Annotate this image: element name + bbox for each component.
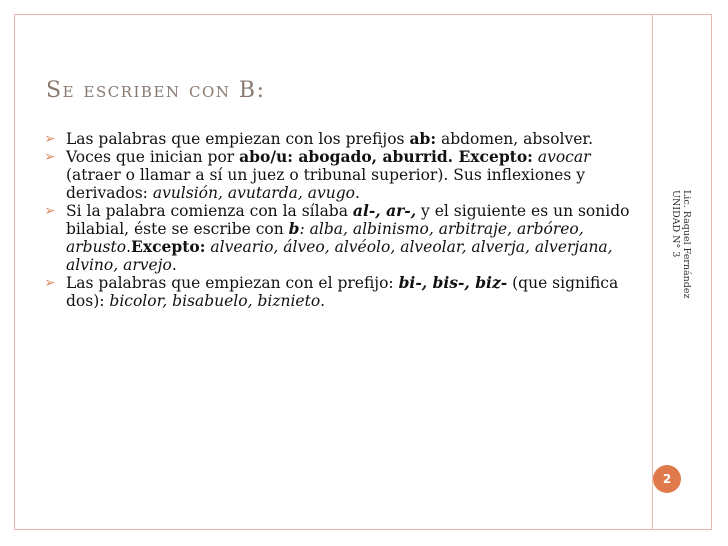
bullet-text-run: Si la palabra comienza con la sílaba xyxy=(66,202,353,220)
bullet-text-run: al-, ar-, xyxy=(352,201,417,220)
bullet-text-run: . xyxy=(320,292,326,310)
arrow-bullet-icon: ➢ xyxy=(44,149,56,165)
bullet-text-run: Excepto: xyxy=(131,237,206,256)
bullet-text-run: (que significa dos): xyxy=(66,274,619,310)
bullet-text-run: abdomen, absolver. xyxy=(436,130,594,148)
arrow-bullet-icon: ➢ xyxy=(44,131,56,147)
bullet-item xyxy=(44,274,634,310)
author-sidebar xyxy=(666,190,692,320)
bullet-item xyxy=(44,130,634,148)
bullet-text-run: : alba, albinismo, arbitraje, arbóreo, arbusto xyxy=(66,220,584,256)
bullet-item xyxy=(44,202,634,274)
bullet-text-run: bi-, bis-, biz- xyxy=(398,273,508,292)
bullet-text-run: ab: xyxy=(409,129,437,148)
bullet-text-run: avocar xyxy=(537,148,591,166)
bullet-text-run: Las palabras que empiezan con el prefijo: xyxy=(66,274,399,292)
bullet-text-run: alveario, álveo, alvéolo, alveolar, alverja, alverjana, alvino, arvejo xyxy=(66,238,613,274)
author-name: Lic. Raquel Fernández xyxy=(681,190,692,299)
bullet-text-run: Las palabras que empiezan con los prefijos xyxy=(66,130,410,148)
bullet-item xyxy=(44,148,634,202)
arrow-bullet-icon: ➢ xyxy=(44,275,56,291)
side-divider xyxy=(652,14,653,530)
bullet-text-run: . xyxy=(354,184,360,202)
bullet-list xyxy=(44,130,634,310)
bullet-text-run: y el siguiente es un sonido bilabial, éste se escribe con xyxy=(66,202,630,238)
page-number-badge: 2 xyxy=(653,465,681,493)
arrow-bullet-icon: ➢ xyxy=(44,203,56,219)
bullet-text-run: b xyxy=(288,219,300,238)
bullet-text-run: bicolor, bisabuelo, biznieto xyxy=(109,292,321,310)
bullet-text-run: avulsión, avutarda, avugo xyxy=(152,184,355,202)
bullet-text-run: . xyxy=(171,256,177,274)
bullet-text-run: . xyxy=(126,238,132,256)
unit-label: UNIDAD N° 3 xyxy=(670,190,681,258)
slide-title: Se escriben con B: xyxy=(46,78,266,103)
bullet-text-run: abo/u: abogado, aburrid. Excepto: xyxy=(239,147,533,166)
bullet-text-run: (atraer o llamar a sí un juez o tribunal superior). Sus inflexiones y derivados: xyxy=(66,166,585,202)
bullet-text-run: Voces que inician por xyxy=(66,148,240,166)
